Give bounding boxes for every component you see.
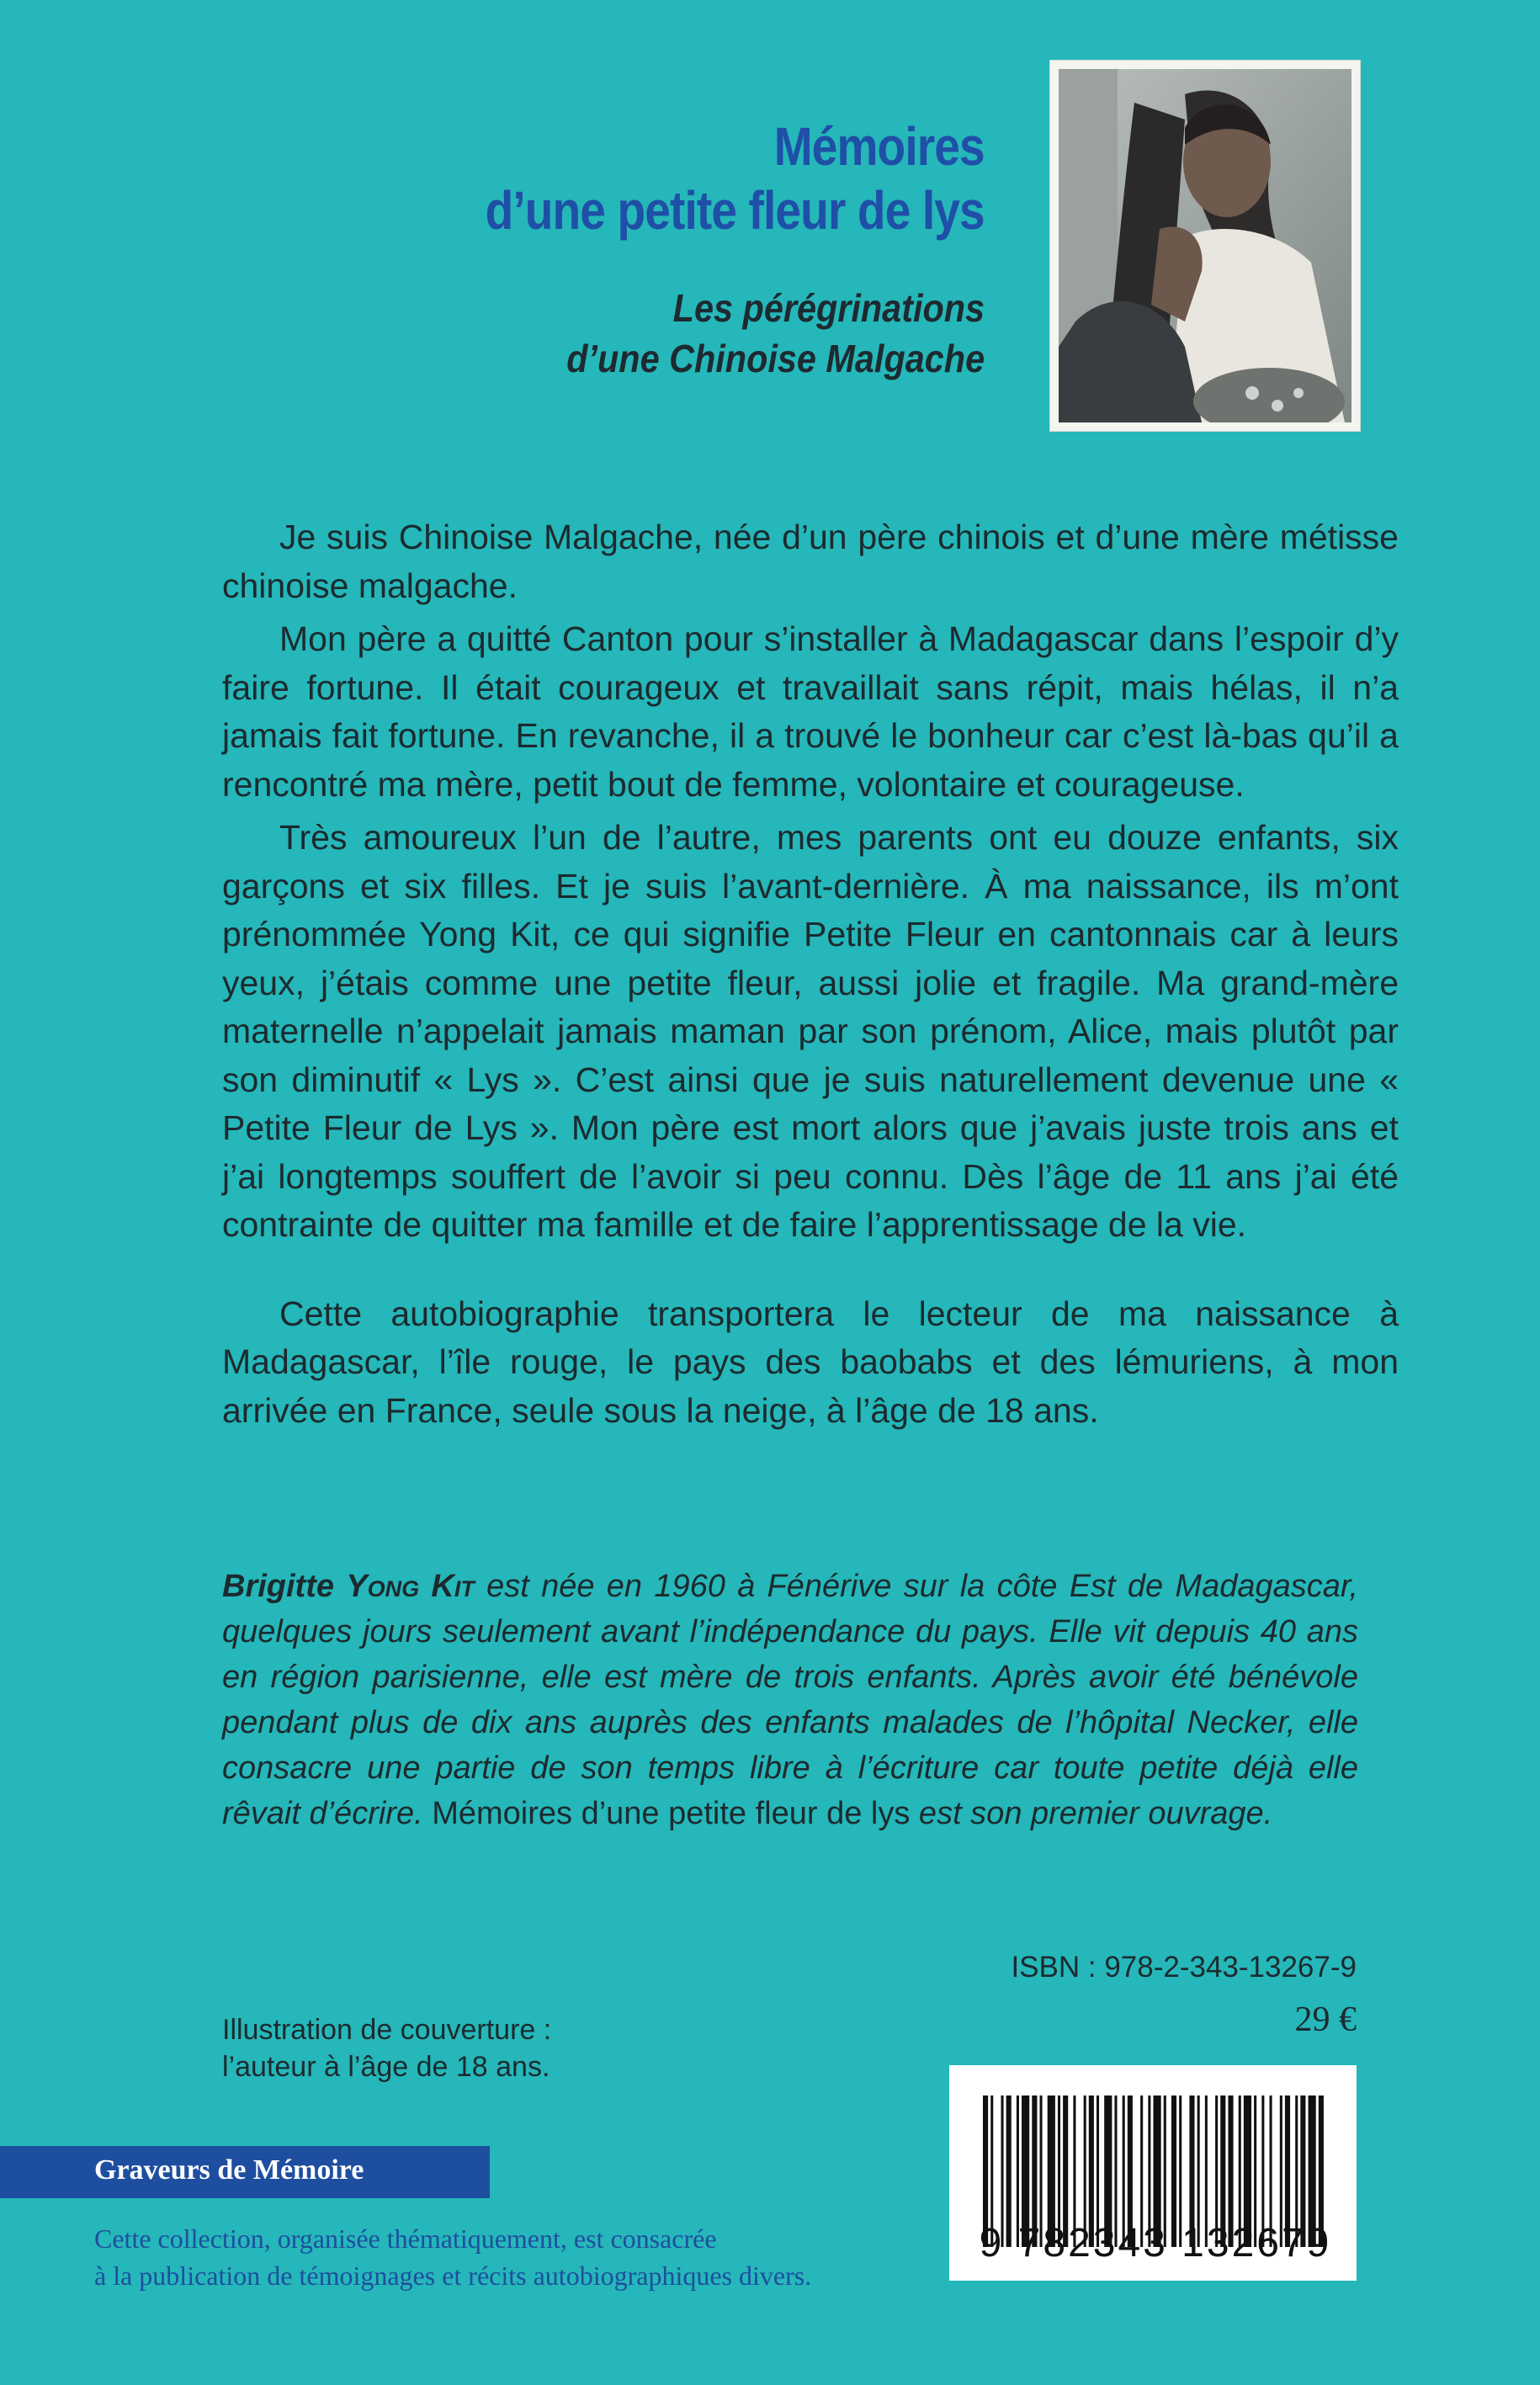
author-bio-text-2: est son premier ouvrage.	[910, 1796, 1273, 1831]
isbn: ISBN : 978-2-343-13267-9	[1011, 1951, 1357, 1984]
author-photo	[1050, 61, 1360, 431]
illustration-credit-line-1: Illustration de couverture :	[222, 2014, 552, 2046]
barcode	[949, 2065, 1357, 2281]
illustration-credit	[222, 2011, 551, 2085]
blurb-paragraph-2: Mon père a quitté Canton pour s’installer à Madagascar dans l’espoir d’y faire fortune. Il était courageux et travaillait sans répit, mais hélas, il n’a jamais fait fortune. En revanche, il a trouvé le bonheur car c’est là-bas qu’il a rencontré ma mère, petit bout de femme, volontaire et courageuse.	[222, 619, 1399, 804]
author-bio	[222, 1564, 1358, 1836]
collection-description	[94, 2220, 811, 2294]
back-cover-blurb	[222, 513, 1399, 1440]
book-subtitle-line-1: Les pérégrinations	[672, 286, 985, 330]
barcode-digits: 9 782343 132679	[979, 2221, 1332, 2265]
author-bio-book-title: Mémoires d’une petite fleur de lys	[432, 1796, 911, 1831]
book-subtitle	[566, 283, 985, 384]
blurb-paragraph-3: Très amoureux l’un de l’autre, mes parents ont eu douze enfants, six garçons et six filles. Et je suis l’avant-dernière. À ma naissance, ils m’ont prénommée Yong Kit, ce qui signifie Petite Fleur en cantonnais car à leurs yeux, j’étais comme une petite fleur, aussi jolie et fragile. Ma grand-mère maternelle n’appelait jamais maman par son prénom, Alice, mais plutôt par son diminutif « Lys ». C’est ainsi que je suis naturellement devenue une « Petite Fleur de Lys ». Mon père est mort alors que j’avais juste trois ans et j’ai longtemps souffert de l’avoir si peu connu. Dès l’âge de 11 ans j’ai été contrainte de quitter ma famille et de faire l’apprentissage de la vie.	[222, 818, 1399, 1244]
book-subtitle-line-2: d’une Chinoise Malgache	[566, 337, 985, 380]
blurb-paragraph-1: Je suis Chinoise Malgache, née d’un père chinois et d’une mère métisse chinoise malgache.	[222, 518, 1399, 605]
collection-name: Graveurs de Mémoire	[94, 2154, 364, 2186]
author-portrait-image	[1059, 69, 1351, 422]
collection-description-line-1: Cette collection, organisée thématiquement, est consacrée	[94, 2223, 717, 2254]
author-last-name: Yong Kit	[346, 1569, 475, 1604]
book-title-line-2: d’une petite fleur de lys	[485, 180, 985, 241]
book-title-line-1: Mémoires	[773, 116, 985, 177]
blurb-paragraph-4: Cette autobiographie transportera le lecteur de ma naissance à Madagascar, l’île rouge, le pays des baobabs et des lémuriens, à mon arrivée en France, seule sous la neige, à l’âge de 18 ans.	[222, 1293, 1399, 1430]
author-first-name: Brigitte	[222, 1569, 347, 1604]
book-title	[486, 114, 985, 242]
author-bio-text-1: est née en 1960 à Fénérive sur la côte Est de Madagascar, quelques jours seulement avant l’indépendance du pays. Elle vit depuis 40 ans en région parisienne, elle est mère de trois enfants. Après avoir été bénévole pendant plus de dix ans auprès des enfants malades de l’hôpital Necker, elle consacre une partie de son temps libre à l’écriture car toute petite déjà elle rêvait d’écrire.	[222, 1569, 1358, 1831]
illustration-credit-line-2: l’auteur à l’âge de 18 ans.	[222, 2051, 550, 2083]
price: 29 €	[1294, 2000, 1357, 2039]
collection-description-line-2: à la publication de témoignages et récits autobiographiques divers.	[94, 2260, 812, 2291]
collection-banner	[0, 2146, 490, 2198]
